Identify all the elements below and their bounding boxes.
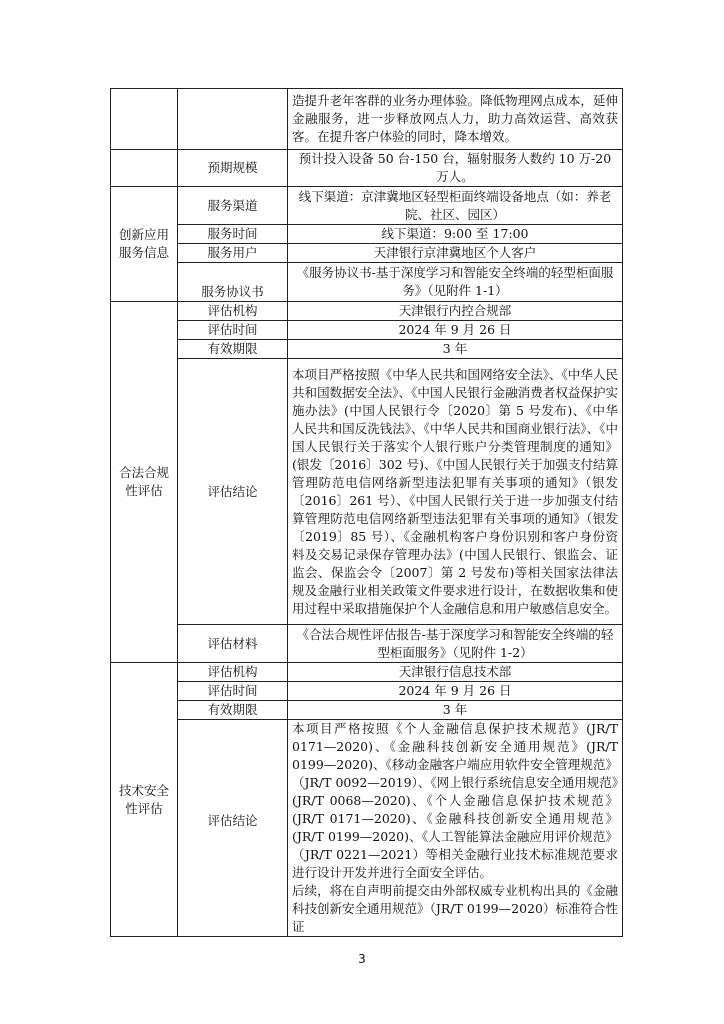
table-cell-empty [111,89,178,150]
info-table [110,88,623,937]
table-row [111,701,623,720]
compliance-org-label: 评估机构 [178,302,288,321]
service-channel-label: 服务渠道 [178,187,288,225]
tech-org-label: 评估机构 [178,663,288,682]
service-user-value: 天津银行京津冀地区个人客户 [288,244,623,263]
table-row [111,150,623,187]
table-cell-empty [111,150,178,187]
tech-date-value: 2024 年 9 月 26 日 [288,682,623,701]
service-time-label: 服务时间 [178,225,288,244]
service-user-label: 服务用户 [178,244,288,263]
table-row [111,187,623,225]
tech-group-title: 技术安全性评估 [111,663,178,937]
benefit-text: 造提升老年客群的业务办理体验。降低物理网点成本，延伸金融服务，进一步释放网点人力，助力高效运营、高效获客。在提升客户体验的同时，降本增效。 [288,89,623,150]
table-row [111,302,623,321]
compliance-validity-label: 有效期限 [178,340,288,359]
table-row [111,340,623,359]
service-agreement-label: 服务协议书 [178,263,288,302]
table-row [111,720,623,937]
service-agreement-value: 《服务协议书-基于深度学习和智能安全终端的轻型柜面服务》（见附件 1-1） [288,263,623,302]
table-cell-empty [178,89,288,150]
tech-conclusion-value: 本项目严格按照《个人金融信息保护技术规范》(JR/T 0171—2020)、《金融科技创新安全通用规范》(JR/T 0199—2020)、《移动金融客户端应用软件安全管理规范》（JR/T 0092—2019）、《网上银行系统信息安全通用规范》(JR/T 0068—2020)、《个人金融信息保护技术规范》(JR/T 0171—2020)、《金融科技创新安全通用规范》(JR/T 0199—2020)、《人工智能算法金融应用评价规范》（JR/T 0221—2021）等相关金融行业技术标准规范要求进行设计开发并进行全面安全评估。 [292,721,618,880]
tech-validity-value: 3 年 [288,701,623,720]
expected-scale-label: 预期规模 [178,150,288,187]
table-row [111,682,623,701]
compliance-material-label: 评估材料 [178,625,288,663]
table-row [111,321,623,340]
tech-conclusion-cell [288,720,623,937]
table-row [111,359,623,625]
tech-validity-label: 有效期限 [178,701,288,720]
service-channel-value: 线下渠道：京津冀地区轻型柜面终端设备地点（如：养老院、社区、园区） [288,187,623,225]
tech-org-value: 天津银行信息技术部 [288,663,623,682]
table-row [111,244,623,263]
tech-date-label: 评估时间 [178,682,288,701]
table-row [111,225,623,244]
table-row [111,263,623,302]
compliance-validity-value: 3 年 [288,340,623,359]
table-row [111,625,623,663]
tech-conclusion-label: 评估结论 [178,720,288,937]
compliance-conclusion-value: 本项目严格按照《中华人民共和国网络安全法》、《中华人民共和国数据安全法》、《中国人民银行金融消费者权益保护实施办法》(中国人民银行令〔2020〕第 5 号发布)、《中华人民共和国反洗钱法》、《中华人民共和国商业银行法》、《中国人民银行关于落实个人银行账户分类管理制度的通知》(银发〔2016〕302 号)、《中国人民银行关于加强支付结算管理防范电信网络新型违法犯罪有关事项的通知》（银发〔2016〕261 号）、《中国人民银行关于进一步加强支付结算管理防范电信网络新型违法犯罪有关事项的通知》（银发〔2019〕85 号）、《金融机构客户身份识别和客户身份资料及交易记录保存管理办法》(中国人民银行、银监会、证监会、保监会令〔2007〕第 2 号发布)等相关国家法律法规及金融行业相关政策文件要求进行设计，在数据收集和使用过程中采取措施保护个人金融信息和用户敏感信息安全。 [288,359,623,625]
compliance-material-value: 《合法合规性评估报告-基于深度学习和智能安全终端的轻型柜面服务》（见附件 1-2） [288,625,623,663]
compliance-org-value: 天津银行内控合规部 [288,302,623,321]
compliance-date-value: 2024 年 9 月 26 日 [288,321,623,340]
service-time-value: 线下渠道：9:00 至 17:00 [288,225,623,244]
compliance-date-label: 评估时间 [178,321,288,340]
service-info-group-title: 创新应用服务信息 [111,187,178,302]
table-row [111,663,623,682]
page-number: 3 [358,952,366,966]
tech-conclusion-followup: 后续，将在自声明前提交由外部权威专业机构出具的《金融科技创新安全通用规范》（JR/T 0199—2020）标准符合性证 [292,883,618,934]
compliance-group-title: 合法合规性评估 [111,302,178,663]
expected-scale-value: 预计投入设备 50 台-150 台，辐射服务人数约 10 万-20 万人。 [288,150,623,187]
table-row [111,89,623,150]
compliance-conclusion-label: 评估结论 [178,359,288,625]
